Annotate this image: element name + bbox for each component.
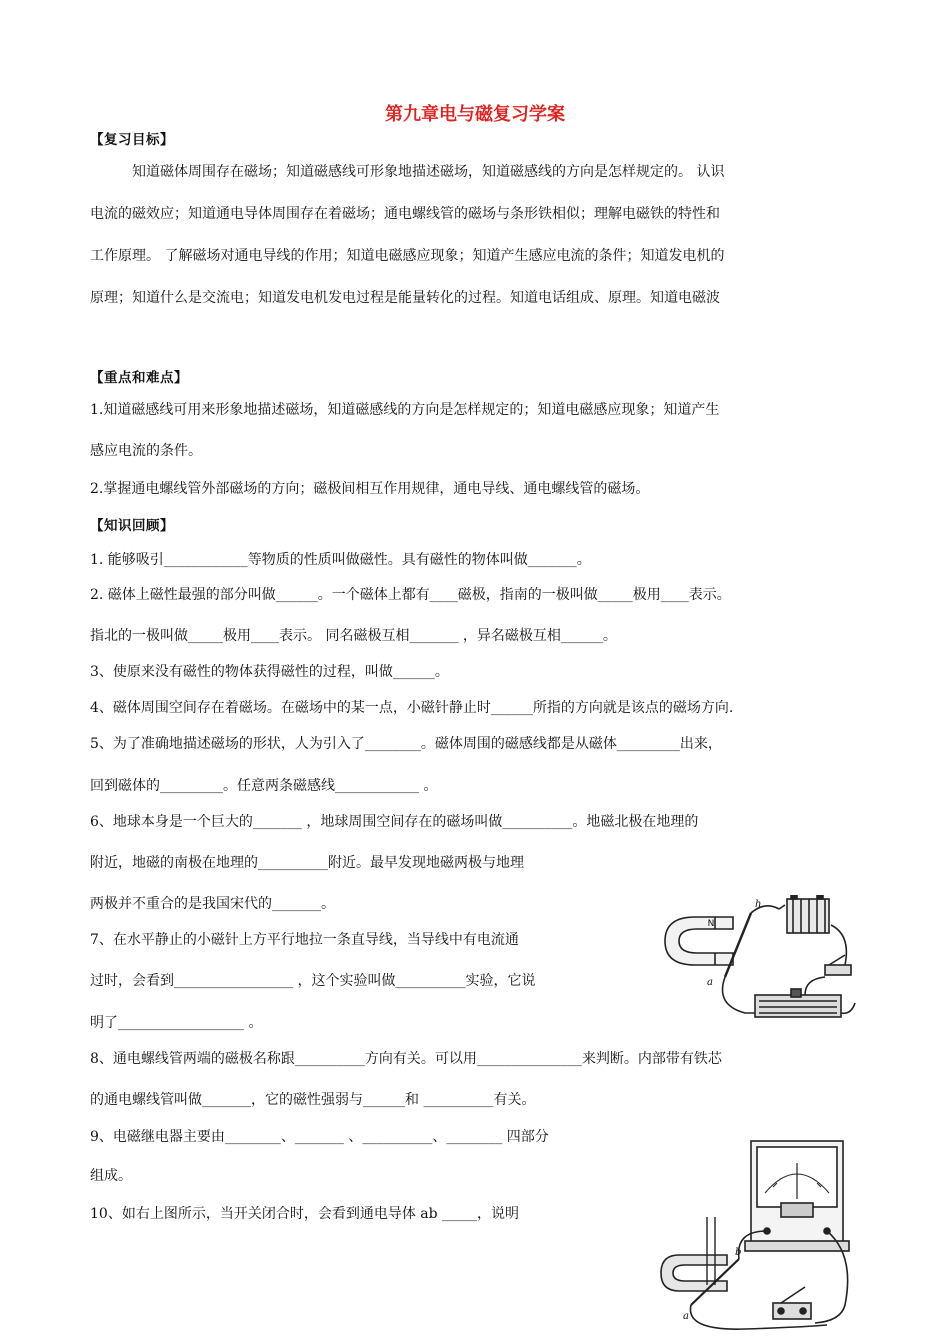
section-review-heading: 【知识回顾】	[90, 518, 174, 534]
page-title: 第九章电与磁复习学案	[385, 104, 565, 125]
circuit-figure-1	[655, 895, 860, 1030]
review-line: 过时，会看到_________________ ，这个实验叫做__________实验，它说	[90, 973, 536, 989]
review-line: 回到磁体的_________。任意两条磁感线____________ 。	[90, 778, 438, 794]
goals-line: 电流的磁效应；知道通电导体周围存在着磁场；通电螺线管的磁场与条形铁相似；理解电磁铁的特性和	[90, 206, 720, 222]
section-goals-heading: 【复习目标】	[90, 132, 174, 148]
key-line: 1.知道磁感线可用来形象地描述磁场，知道磁感线的方向是怎样规定的；知道电磁感应现象；知道产生	[90, 402, 720, 418]
goals-line: 原理；知道什么是交流电；知道发电机发电过程是能量转化的过程。知道电话组成、原理。知道电磁波	[90, 290, 720, 306]
conductor-label-a: a	[707, 977, 713, 988]
review-line: 9、电磁继电器主要由________、_______ 、__________、________ 四部分	[90, 1129, 549, 1145]
review-line: 7、在水平静止的小磁针上方平行地拉一条直导线，当导线中有电流通	[90, 932, 519, 948]
conductor-label-b: b	[735, 1247, 742, 1258]
review-line: 8、通电螺线管两端的磁极名称跟__________方向有关。可以用_______________来判断。内部带有铁芯	[90, 1051, 722, 1067]
review-line: 10、如右上图所示，当开关闭合时，会看到通电导体 ab _____，说明	[90, 1206, 520, 1222]
galvanometer-figure-2	[655, 1135, 860, 1335]
review-line: 的通电螺线管叫做_______，它的磁性强弱与______和 __________有关。	[90, 1092, 536, 1108]
review-line: 指北的一极叫做_____极用____表示。 同名磁极互相_______ ，异名磁极互相______。	[90, 628, 617, 644]
section-key-heading: 【重点和难点】	[90, 370, 188, 386]
goals-line: 工作原理。 了解磁场对通电导线的作用；知道电磁感应现象；知道产生感应电流的条件；知道发电机的	[90, 248, 725, 264]
magnet-label-n: N	[707, 919, 715, 929]
wire-label-h: h	[755, 899, 762, 910]
review-line: 3、使原来没有磁性的物体获得磁性的过程，叫做______。	[90, 664, 449, 680]
review-line: 5、为了准确地描述磁场的形状，人为引入了________。磁体周围的磁感线都是从磁体_________出来，	[90, 736, 722, 752]
review-line: 2. 磁体上磁性最强的部分叫做______。一个磁体上都有____磁极，指南的一极叫做_____极用____表示。	[90, 587, 731, 603]
key-line: 感应电流的条件。	[90, 443, 202, 459]
key-line: 2.掌握通电螺线管外部磁场的方向；磁极间相互作用规律，通电导线、通电螺线管的磁场。	[90, 481, 650, 497]
review-line: 明了__________________ 。	[90, 1015, 263, 1031]
review-line: 组成。	[90, 1168, 132, 1184]
conductor-label-a: a	[683, 1311, 689, 1322]
goals-line: 知道磁体周围存在磁场；知道磁感线可形象地描述磁场，知道磁感线的方向是怎样规定的。 认识	[132, 164, 725, 180]
review-line: 1. 能够吸引____________等物质的性质叫做磁性。具有磁性的物体叫做_______。	[90, 552, 591, 568]
review-line: 附近，地磁的南极在地理的__________附近。最早发现地磁两极与地理	[90, 855, 524, 871]
review-line: 6、地球本身是一个巨大的_______ ，地球周围空间存在的磁场叫做__________。地磁北极在地理的	[90, 814, 699, 830]
review-line: 两极并不重合的是我国宋代的_______。	[90, 896, 335, 912]
review-line: 4、磁体周围空间存在着磁场。在磁场中的某一点，小磁针静止时______所指的方向就是该点的磁场方向.	[90, 700, 734, 716]
